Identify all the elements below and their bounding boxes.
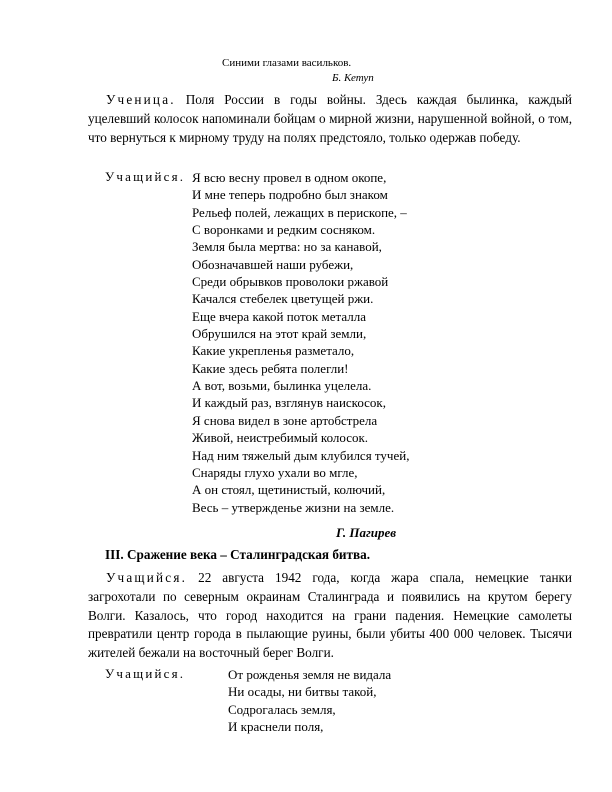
paragraph-text: 22 августа 1942 года, когда жара спала, немецкие танки загрохотали по северным окраинам Сталинграда и появились на крутом берегу Волги. Казалось, что город находится на грани падения. Немецкие самолеты превратили центр города в пылающие руины, были убиты 400 000 человек. Тысячи жителей бежали на восточный берег Волги. (88, 570, 572, 661)
poem-line: Какие здесь ребята полегли! (192, 360, 349, 376)
speaker-label: Учащийся. (105, 169, 186, 184)
poem-line: Над ним тяжелый дым клубился тучей, (192, 447, 410, 463)
poem-line: Среди обрывков проволоки ржавой (192, 274, 389, 290)
poem-line: Содрогалась земля, (228, 701, 336, 717)
paragraph-text: Поля России в годы войны. Здесь каждая былинка, каждый уцелевший колосок напоминали бойцам о мирной жизни, нарушенной войной, о том, что вернуться к мирному труду на полях предстояло, только одержав победу. (88, 92, 572, 145)
epigraph-line: Синими глазами васильков. (222, 57, 352, 69)
poem-line: От рожденья земля не видала (228, 667, 392, 682)
poem-line: А вот, возьми, былинка уцелела. (192, 378, 372, 394)
poem-line: Весь – утвержденье жизни на земле. (192, 499, 395, 515)
poem-line: Я снова видел в зоне артобстрела (192, 412, 378, 428)
intro-paragraph (88, 91, 572, 147)
section-heading: III. Сражение века – Сталинградская битва. (105, 547, 371, 562)
poem-line: Обрушился на этот край земли, (192, 326, 367, 342)
poem-line: Качался стебелек цветущей ржи. (192, 291, 374, 307)
poem-line: Рельеф полей, лежащих в перископе, – (192, 204, 407, 220)
poem-line: Какие укрепленья разметало, (192, 343, 355, 359)
speaker-label: Учащийся. (105, 666, 186, 681)
poem-line: А он стоял, щетинистый, колючий, (192, 482, 386, 498)
epigraph-author: Б. Кетуп (332, 72, 374, 84)
poem-line: Еще вчера какой поток металла (192, 308, 367, 324)
poem-line: И краснели поля, (228, 719, 324, 735)
poem-stanza (228, 666, 391, 735)
poem-line: И каждый раз, взглянув наискосок, (192, 395, 386, 411)
speaker-label: Ученица. (106, 92, 176, 107)
poem-line: Обозначавшей наши рубежи, (192, 256, 354, 272)
poem-line: Снаряды глухо ухали во мгле, (192, 464, 358, 480)
poem-line: Ни осады, ни битвы такой, (228, 684, 377, 700)
poem-author: Г. Пагирев (336, 525, 397, 540)
poem-line: Земля была мертва: но за канавой, (192, 239, 382, 255)
poem-line: И мне теперь подробно был знаком (192, 187, 388, 203)
poem-line: Я всю весну провел в одном окопе, (192, 170, 387, 185)
battle-paragraph (88, 569, 572, 663)
poem-line: С воронками и редким сосняком. (192, 222, 376, 238)
poem-line: Живой, неистребимый колосок. (192, 430, 369, 446)
poem-stanza (192, 169, 409, 516)
speaker-label: Учащийся. (106, 570, 188, 585)
